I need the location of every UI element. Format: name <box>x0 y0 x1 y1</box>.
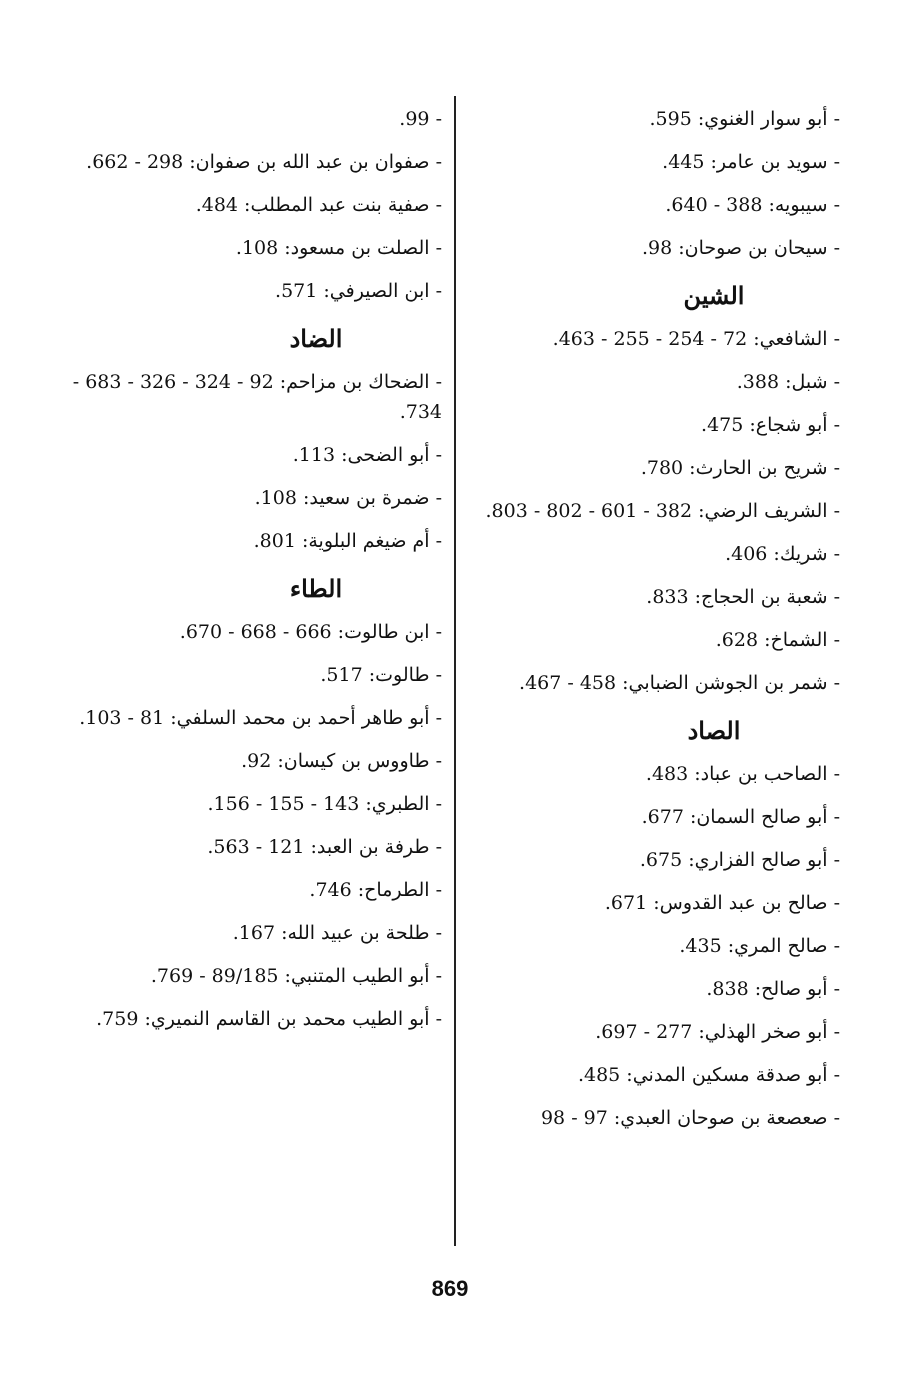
index-entry: - أبو الطيب محمد بن القاسم النميري: 759. <box>96 1008 442 1030</box>
index-entry: - ضمرة بن سعيد: 108. <box>254 487 442 509</box>
section-heading: الطاء <box>289 574 343 603</box>
index-entry: - أبو سوار الغنوي: 595. <box>649 108 840 130</box>
index-entry: - شبل: 388. <box>736 371 840 393</box>
index-entry: - الضحاك بن مزاحم: 92 - 324 - 326 - 683 - 734. <box>72 371 442 423</box>
index-entry: - الطبري: 143 - 155 - 156. <box>207 793 442 815</box>
index-entry: - سيحان بن صوحان: 98. <box>641 237 840 259</box>
index-entry: - طرفة بن العبد: 121 - 563. <box>207 836 442 858</box>
page-number: 869 <box>431 1276 469 1301</box>
right-column <box>468 104 840 1146</box>
index-entry: - أبو الطيب المتنبي: 89/185 - 769. <box>150 965 442 987</box>
index-entry: - الطرماح: 746. <box>309 879 442 901</box>
index-entry: - الشافعي: 72 - 254 - 255 - 463. <box>552 328 840 350</box>
index-entry: - شمر بن الجوشن الضبابي: 458 - 467. <box>519 672 840 694</box>
index-entry: - أبو شجاع: 475. <box>701 414 840 436</box>
index-entry: - صفية بنت عبد المطلب: 484. <box>195 194 442 216</box>
index-entry: - أبو صالح: 838. <box>706 978 840 1000</box>
section-heading: الضاد <box>289 324 343 353</box>
index-entry: - ابن الصيرفي: 571. <box>275 280 442 302</box>
index-entry: - شريك: 406. <box>725 543 840 565</box>
index-entry: - طلحة بن عبيد الله: 167. <box>232 922 442 944</box>
index-entry: - صالح بن عبد القدوس: 671. <box>604 892 840 914</box>
column-divider <box>454 96 456 1246</box>
index-entry: - صفوان بن عبد الله بن صفوان: 298 - 662. <box>86 151 442 173</box>
index-entry: - أبو الضحى: 113. <box>292 444 442 466</box>
index-entry: - صالح المري: 435. <box>679 935 840 957</box>
index-entry: - شعبة بن الحجاج: 833. <box>646 586 840 608</box>
index-entry: - أبو صالح السمان: 677. <box>641 806 840 828</box>
index-entry: - الصلت بن مسعود: 108. <box>235 237 442 259</box>
index-entry: - صعصعة بن صوحان العبدي: 97 - 98 <box>540 1107 840 1129</box>
index-entry: - أبو صالح الفزاري: 675. <box>639 849 840 871</box>
index-entry: - أبو صخر الهذلي: 277 - 697. <box>595 1021 840 1043</box>
index-entry: - الشماخ: 628. <box>715 629 840 651</box>
index-entry: - 99. <box>399 108 442 130</box>
index-entry: - أبو طاهر أحمد بن محمد السلفي: 81 - 103. <box>79 707 442 729</box>
index-entry: - شريح بن الحارث: 780. <box>640 457 840 479</box>
index-entry: - ابن طالوت: 666 - 668 - 670. <box>179 621 442 643</box>
section-heading: الصاد <box>687 716 741 745</box>
index-entry: - سيبويه: 388 - 640. <box>665 194 840 216</box>
index-entry: - الصاحب بن عباد: 483. <box>645 763 840 785</box>
index-entry: - أم ضيغم البلوية: 801. <box>253 530 442 552</box>
index-entry: - أبو صدقة مسكين المدني: 485. <box>577 1064 840 1086</box>
index-entry: - سويد بن عامر: 445. <box>662 151 840 173</box>
index-entry: - طاووس بن كيسان: 92. <box>241 750 442 772</box>
index-entry: - طالوت: 517. <box>320 664 442 686</box>
section-heading: الشين <box>683 281 745 310</box>
left-column <box>70 104 442 1047</box>
index-entry: - الشريف الرضي: 382 - 601 - 802 - 803. <box>485 500 840 522</box>
